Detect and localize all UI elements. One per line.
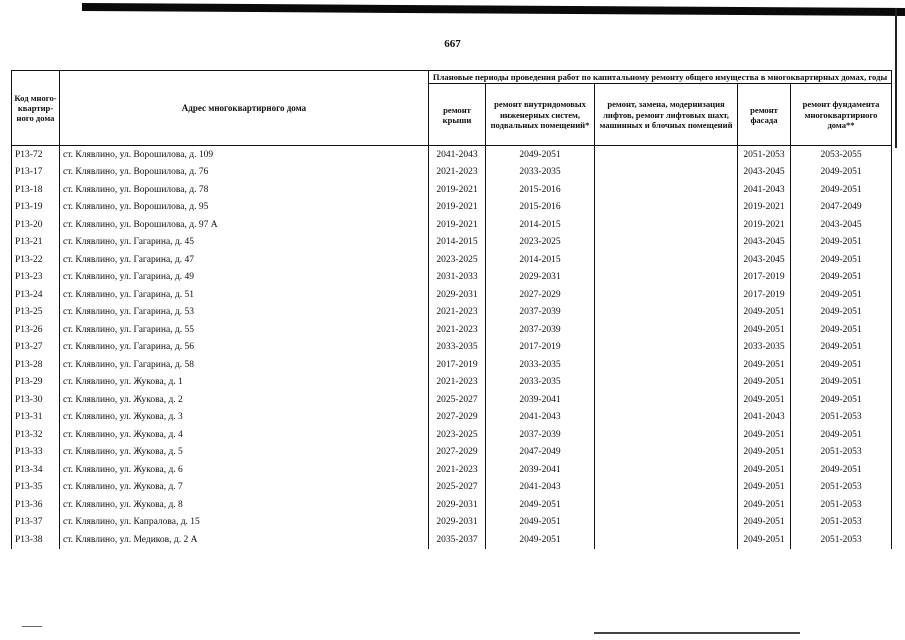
cell-engineering: 2033-2035	[486, 374, 595, 392]
table-row	[12, 286, 892, 304]
table-row	[12, 216, 892, 234]
cell-code: Р13-26	[12, 321, 60, 339]
cell-engineering: 2049-2051	[486, 531, 595, 549]
cell-engineering: 2039-2041	[486, 461, 595, 479]
cell-elevators	[595, 286, 738, 304]
cell-elevators	[595, 461, 738, 479]
cell-facade: 2049-2051	[738, 374, 791, 392]
cell-elevators	[595, 444, 738, 462]
cell-foundation: 2051-2053	[791, 444, 892, 462]
table-row	[12, 199, 892, 217]
footer-rule	[594, 632, 800, 634]
cell-foundation: 2049-2051	[791, 181, 892, 199]
cell-engineering: 2023-2025	[486, 234, 595, 252]
table-row	[12, 391, 892, 409]
table-row	[12, 339, 892, 357]
cell-foundation: 2049-2051	[791, 251, 892, 269]
cell-roof: 2029-2031	[429, 496, 486, 514]
cell-code: Р13-31	[12, 409, 60, 427]
cell-elevators	[595, 146, 738, 164]
cell-elevators	[595, 216, 738, 234]
table-row	[12, 531, 892, 549]
cell-address: ст. Клявлино, ул. Гагарина, д. 51	[60, 286, 429, 304]
cell-code: Р13-20	[12, 216, 60, 234]
header-facade: ремонт фасада	[738, 84, 791, 146]
cell-elevators	[595, 164, 738, 182]
cell-engineering: 2049-2051	[486, 514, 595, 532]
cell-foundation: 2049-2051	[791, 286, 892, 304]
cell-foundation: 2049-2051	[791, 374, 892, 392]
cell-facade: 2017-2019	[738, 269, 791, 287]
cell-address: ст. Клявлино, ул. Ворошилова, д. 78	[60, 181, 429, 199]
page-number: 667	[444, 38, 461, 50]
cell-code: Р13-33	[12, 444, 60, 462]
cell-foundation: 2051-2053	[791, 514, 892, 532]
cell-elevators	[595, 479, 738, 497]
cell-engineering: 2047-2049	[486, 444, 595, 462]
table-row	[12, 374, 892, 392]
cell-address: ст. Клявлино, ул. Жукова, д. 6	[60, 461, 429, 479]
cell-address: ст. Клявлино, ул. Гагарина, д. 49	[60, 269, 429, 287]
cell-foundation: 2047-2049	[791, 199, 892, 217]
table-row	[12, 514, 892, 532]
cell-roof: 2025-2027	[429, 479, 486, 497]
cell-address: ст. Клявлино, ул. Жукова, д. 2	[60, 391, 429, 409]
cell-elevators	[595, 496, 738, 514]
cell-foundation: 2049-2051	[791, 391, 892, 409]
cell-roof: 2021-2023	[429, 164, 486, 182]
cell-code: Р13-36	[12, 496, 60, 514]
cell-address: ст. Клявлино, ул. Ворошилова, д. 109	[60, 146, 429, 164]
cell-elevators	[595, 304, 738, 322]
table-body	[12, 146, 892, 549]
cell-roof: 2025-2027	[429, 391, 486, 409]
cell-roof: 2029-2031	[429, 286, 486, 304]
cell-code: Р13-38	[12, 531, 60, 549]
cell-engineering: 2014-2015	[486, 216, 595, 234]
cell-elevators	[595, 269, 738, 287]
cell-foundation: 2049-2051	[791, 426, 892, 444]
cell-facade: 2049-2051	[738, 426, 791, 444]
cell-code: Р13-34	[12, 461, 60, 479]
cell-address: ст. Клявлино, ул. Жукова, д. 3	[60, 409, 429, 427]
cell-roof: 2027-2029	[429, 444, 486, 462]
cell-facade: 2049-2051	[738, 444, 791, 462]
cell-code: Р13-27	[12, 339, 60, 357]
cell-address: ст. Клявлино, ул. Жукова, д. 7	[60, 479, 429, 497]
cell-engineering: 2015-2016	[486, 199, 595, 217]
cell-facade: 2019-2021	[738, 199, 791, 217]
cell-facade: 2043-2045	[738, 251, 791, 269]
table-row	[12, 461, 892, 479]
cell-address: ст. Клявлино, ул. Гагарина, д. 47	[60, 251, 429, 269]
cell-address: ст. Клявлино, ул. Гагарина, д. 45	[60, 234, 429, 252]
cell-code: Р13-22	[12, 251, 60, 269]
cell-elevators	[595, 181, 738, 199]
cell-foundation: 2043-2045	[791, 216, 892, 234]
table-row	[12, 234, 892, 252]
header-address: Адрес многоквартирного дома	[60, 71, 429, 146]
cell-address: ст. Клявлино, ул. Жукова, д. 8	[60, 496, 429, 514]
cell-roof: 2031-2033	[429, 269, 486, 287]
cell-code: Р13-29	[12, 374, 60, 392]
cell-address: ст. Клявлино, ул. Ворошилова, д. 95	[60, 199, 429, 217]
cell-engineering: 2014-2015	[486, 251, 595, 269]
cell-address: ст. Клявлино, ул. Жукова, д. 1	[60, 374, 429, 392]
cell-foundation: 2049-2051	[791, 461, 892, 479]
table-row	[12, 496, 892, 514]
cell-facade: 2043-2045	[738, 234, 791, 252]
cell-facade: 2043-2045	[738, 164, 791, 182]
table-row	[12, 269, 892, 287]
cell-facade: 2049-2051	[738, 391, 791, 409]
cell-roof: 2021-2023	[429, 461, 486, 479]
cell-foundation: 2049-2051	[791, 304, 892, 322]
cell-elevators	[595, 374, 738, 392]
cell-code: Р13-21	[12, 234, 60, 252]
cell-roof: 2019-2021	[429, 181, 486, 199]
header-elevators: ремонт, замена, модернизация лифтов, ремонт лифтовых шахт, машинных и блочных помещений	[595, 84, 738, 146]
table-row	[12, 304, 892, 322]
cell-elevators	[595, 409, 738, 427]
cell-foundation: 2051-2053	[791, 479, 892, 497]
cell-engineering: 2033-2035	[486, 164, 595, 182]
cell-foundation: 2051-2053	[791, 531, 892, 549]
cell-address: ст. Клявлино, ул. Медиков, д. 2 А	[60, 531, 429, 549]
cell-facade: 2049-2051	[738, 514, 791, 532]
cell-engineering: 2039-2041	[486, 391, 595, 409]
cell-code: Р13-32	[12, 426, 60, 444]
cell-elevators	[595, 391, 738, 409]
cell-code: Р13-17	[12, 164, 60, 182]
cell-facade: 2017-2019	[738, 286, 791, 304]
cell-address: ст. Клявлино, ул. Капралова, д. 15	[60, 514, 429, 532]
cell-elevators	[595, 339, 738, 357]
cell-facade: 2049-2051	[738, 304, 791, 322]
cell-address: ст. Клявлино, ул. Жукова, д. 5	[60, 444, 429, 462]
cell-roof: 2019-2021	[429, 216, 486, 234]
cell-roof: 2029-2031	[429, 514, 486, 532]
cell-elevators	[595, 234, 738, 252]
table-row	[12, 146, 892, 164]
cell-code: Р13-72	[12, 146, 60, 164]
header-foundation: ремонт фундамента многоквартирного дома**	[791, 84, 892, 146]
table-row	[12, 479, 892, 497]
cell-engineering: 2037-2039	[486, 321, 595, 339]
cell-foundation: 2049-2051	[791, 339, 892, 357]
table-row	[12, 321, 892, 339]
cell-foundation: 2049-2051	[791, 164, 892, 182]
cell-code: Р13-25	[12, 304, 60, 322]
cell-elevators	[595, 356, 738, 374]
cell-roof: 2021-2023	[429, 321, 486, 339]
cell-elevators	[595, 199, 738, 217]
header-periods-group: Плановые периоды проведения работ по капитальному ремонту общего имущества в многоквартирных домах, годы	[429, 71, 892, 84]
cell-address: ст. Клявлино, ул. Гагарина, д. 55	[60, 321, 429, 339]
cell-facade: 2049-2051	[738, 531, 791, 549]
header-code: Код много-квартир-ного дома	[12, 71, 60, 146]
header-engineering: ремонт внутридомовых инженерных систем, подвальных помещений*	[486, 84, 595, 146]
cell-elevators	[595, 531, 738, 549]
cell-address: ст. Клявлино, ул. Ворошилова, д. 97 А	[60, 216, 429, 234]
cell-roof: 2035-2037	[429, 531, 486, 549]
cell-address: ст. Клявлино, ул. Ворошилова, д. 76	[60, 164, 429, 182]
cell-foundation: 2049-2051	[791, 356, 892, 374]
cell-facade: 2041-2043	[738, 409, 791, 427]
cell-code: Р13-24	[12, 286, 60, 304]
header-roof: ремонт крыши	[429, 84, 486, 146]
cell-elevators	[595, 426, 738, 444]
cell-roof: 2041-2043	[429, 146, 486, 164]
cell-roof: 2027-2029	[429, 409, 486, 427]
table-row	[12, 164, 892, 182]
cell-address: ст. Клявлино, ул. Гагарина, д. 56	[60, 339, 429, 357]
cell-code: Р13-28	[12, 356, 60, 374]
cell-engineering: 2049-2051	[486, 146, 595, 164]
cell-engineering: 2033-2035	[486, 356, 595, 374]
capital-repair-plan-table	[11, 70, 892, 549]
cell-address: ст. Клявлино, ул. Гагарина, д. 58	[60, 356, 429, 374]
cell-engineering: 2049-2051	[486, 496, 595, 514]
cell-roof: 2033-2035	[429, 339, 486, 357]
cell-facade: 2049-2051	[738, 461, 791, 479]
cell-elevators	[595, 321, 738, 339]
cell-elevators	[595, 514, 738, 532]
cell-facade: 2019-2021	[738, 216, 791, 234]
cell-engineering: 2017-2019	[486, 339, 595, 357]
cell-engineering: 2041-2043	[486, 479, 595, 497]
cell-foundation: 2049-2051	[791, 269, 892, 287]
cell-code: Р13-18	[12, 181, 60, 199]
cell-elevators	[595, 251, 738, 269]
cell-facade: 2051-2053	[738, 146, 791, 164]
footer-mark	[22, 626, 42, 627]
table-row	[12, 181, 892, 199]
cell-roof: 2023-2025	[429, 426, 486, 444]
cell-address: ст. Клявлино, ул. Гагарина, д. 53	[60, 304, 429, 322]
cell-foundation: 2051-2053	[791, 496, 892, 514]
cell-foundation: 2049-2051	[791, 234, 892, 252]
cell-foundation: 2053-2055	[791, 146, 892, 164]
table-row	[12, 426, 892, 444]
table-row	[12, 409, 892, 427]
table-row	[12, 444, 892, 462]
cell-roof: 2023-2025	[429, 251, 486, 269]
cell-engineering: 2029-2031	[486, 269, 595, 287]
cell-roof: 2017-2019	[429, 356, 486, 374]
cell-foundation: 2049-2051	[791, 321, 892, 339]
cell-roof: 2021-2023	[429, 374, 486, 392]
cell-facade: 2049-2051	[738, 356, 791, 374]
cell-engineering: 2037-2039	[486, 426, 595, 444]
cell-code: Р13-23	[12, 269, 60, 287]
cell-facade: 2033-2035	[738, 339, 791, 357]
cell-code: Р13-30	[12, 391, 60, 409]
cell-address: ст. Клявлино, ул. Жукова, д. 4	[60, 426, 429, 444]
table-row	[12, 251, 892, 269]
cell-code: Р13-19	[12, 199, 60, 217]
cell-engineering: 2037-2039	[486, 304, 595, 322]
table-row	[12, 356, 892, 374]
cell-roof: 2019-2021	[429, 199, 486, 217]
cell-facade: 2049-2051	[738, 321, 791, 339]
scan-edge-line	[895, 8, 897, 148]
cell-roof: 2014-2015	[429, 234, 486, 252]
cell-facade: 2041-2043	[738, 181, 791, 199]
cell-code: Р13-35	[12, 479, 60, 497]
cell-code: Р13-37	[12, 514, 60, 532]
cell-engineering: 2041-2043	[486, 409, 595, 427]
cell-facade: 2049-2051	[738, 479, 791, 497]
cell-facade: 2049-2051	[738, 496, 791, 514]
cell-engineering: 2027-2029	[486, 286, 595, 304]
cell-roof: 2021-2023	[429, 304, 486, 322]
cell-engineering: 2015-2016	[486, 181, 595, 199]
scan-edge-bar	[82, 3, 905, 16]
cell-foundation: 2051-2053	[791, 409, 892, 427]
